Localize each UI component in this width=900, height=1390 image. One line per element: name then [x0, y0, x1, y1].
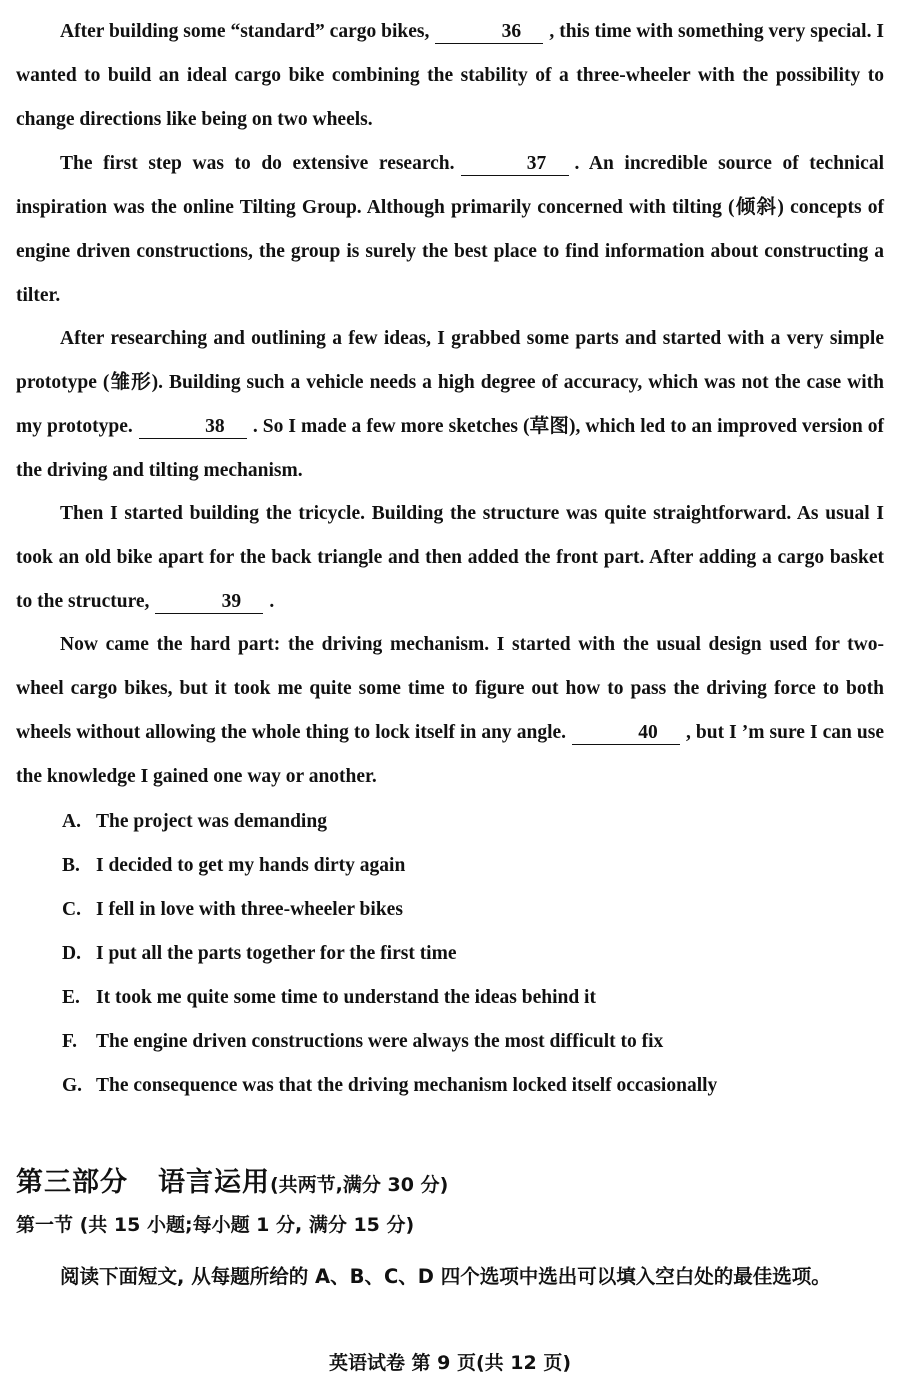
option-letter: F.	[62, 1031, 77, 1052]
blank-37: 37	[461, 153, 569, 176]
option-a	[62, 800, 882, 844]
paragraph-text: . So I made a few more sketches (草图), which led to an improved version of the driving and tilting mechanism.	[16, 416, 884, 481]
option-b	[62, 844, 882, 888]
option-c	[62, 888, 882, 932]
option-text: I fell in love with three-wheeler bikes	[96, 899, 403, 920]
option-g	[62, 1064, 882, 1108]
paragraph-text: . An incredible source of technical inspiration was the online Tilting Group. Although primarily concerned with tilting (倾斜) concepts of engine driven constructions, the group is surely the best place to find information about constructing a tilter.	[16, 153, 885, 306]
option-text: It took me quite some time to understand the ideas behind it	[96, 987, 596, 1008]
answer-options	[62, 800, 882, 1108]
blank-38: 38	[139, 416, 247, 439]
paragraph-text: The first step was to do extensive research.	[60, 153, 455, 174]
paragraph-text: , but I ’m sure I can use the knowledge I gained one way or another.	[16, 722, 884, 787]
option-letter: A.	[62, 811, 81, 832]
passage-paragraph-5	[16, 623, 884, 799]
blank-36: 36	[435, 21, 543, 44]
section-heading	[16, 1160, 448, 1199]
option-letter: G.	[62, 1075, 83, 1096]
option-letter: D.	[62, 943, 81, 964]
paragraph-text: After researching and outlining a few ideas, I grabbed some parts and started with a very simple prototype (雏形). Building such a vehicle needs a high degree of accuracy, which was not the case with my prototype.	[16, 328, 884, 437]
paragraph-text: After building some “standard” cargo bikes,	[60, 21, 430, 42]
option-text: I put all the parts together for the first time	[96, 943, 457, 964]
option-f	[62, 1020, 882, 1064]
option-letter: B.	[62, 855, 80, 876]
page-footer: 英语试卷 第 9 页(共 12 页)	[328, 1352, 572, 1374]
passage-paragraph-1	[16, 10, 884, 142]
paragraph-text: , this time with something very special. I wanted to build an ideal cargo bike combining the stability of a three-wheeler with the possibility to change directions like being on two wheels.	[16, 21, 884, 130]
option-text: The consequence was that the driving mechanism locked itself occasionally	[96, 1075, 718, 1096]
subsection-heading: 第一节 (共 15 小题;每小题 1 分, 满分 15 分)	[16, 1214, 415, 1236]
option-d	[62, 932, 882, 976]
paragraph-text: Now came the hard part: the driving mechanism. I started with the usual design used for two-wheel cargo bikes, but it took me quite some time to figure out how to pass the driving force to both wheels without allowing the whole thing to lock itself in any angle.	[16, 634, 884, 743]
passage-paragraph-4	[16, 492, 884, 624]
paragraph-text: .	[269, 591, 275, 612]
option-text: The engine driven constructions were always the most difficult to fix	[96, 1031, 664, 1052]
option-text: I decided to get my hands dirty again	[96, 855, 406, 876]
passage-paragraph-2	[16, 142, 884, 318]
option-text: The project was demanding	[96, 811, 327, 832]
option-e	[62, 976, 882, 1020]
section-score-note: (共两节,满分 30 分)	[270, 1174, 449, 1196]
blank-40: 40	[572, 722, 680, 745]
section-number: 第三部分	[16, 1167, 128, 1198]
paragraph-text: Then I started building the tricycle. Building the structure was quite straightforward. As usual I took an old bike apart for the back triangle and then added the front part. After adding a cargo basket to the structure,	[16, 503, 884, 612]
instruction-text: 阅读下面短文, 从每题所给的 A、B、C、D 四个选项中选出可以填入空白处的最佳选项。	[60, 1265, 831, 1288]
section-name: 语言运用	[158, 1167, 270, 1198]
blank-39: 39	[155, 591, 263, 614]
passage-paragraph-3	[16, 317, 884, 493]
option-letter: C.	[62, 899, 81, 920]
option-letter: E.	[62, 987, 80, 1008]
